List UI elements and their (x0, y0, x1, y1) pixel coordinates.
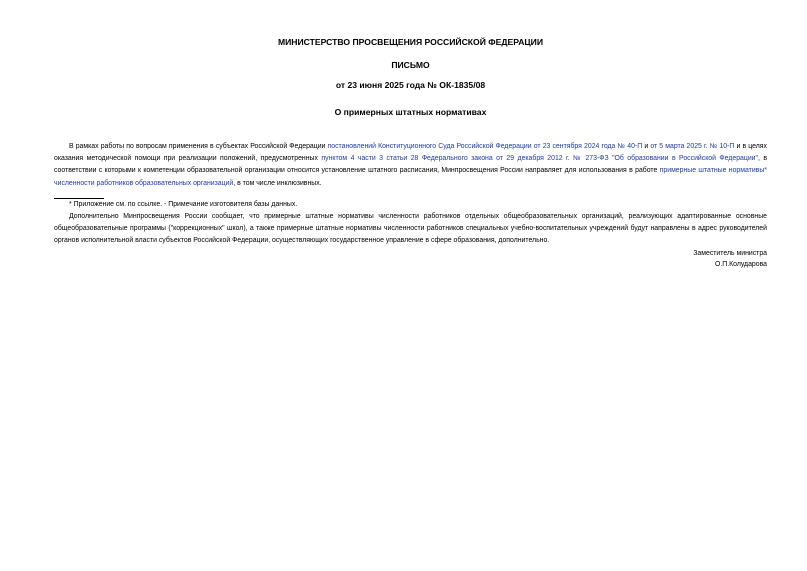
document-subject: О примерных штатных нормативах (334, 107, 487, 117)
signature-name: О.П.Колударова (714, 261, 767, 269)
paragraph-2: Дополнительно Минпросвещения России сообщает, что примерные штатные нормативы численности работников отдельных общеобразовательных организаций, реализующих адаптированные основные общеобразовательные программы ("коррекционных" школ), а также примерные штатные нормативы численности работников специальных учебно-воспитательных учреждений будут направлены в адрес руководителей органов исполнительной власти субъектов Российской Федерации, осуществляющих государственное управление в сфере образования, дополнительно. (54, 213, 767, 245)
link-ruling-10-p[interactable]: от 5 марта 2025 г. № 10-П (650, 143, 735, 150)
link-federal-law-273[interactable]: пунктом 4 части 3 статьи 28 Федерального закона от 29 декабря 2012 г. № 273-ФЗ "Об образовании в Российской Федерации" (321, 155, 758, 163)
paragraph-1-text-5: , в том числе инклюзивных. (233, 179, 322, 187)
link-constitutional-court-rulings[interactable]: постановлений Конституционного Суда Российской Федерации от 23 сентября 2024 года № 40-П (327, 143, 643, 150)
signature-block (54, 248, 767, 272)
paragraph-1-text-3: и в целях оказания методической помощи при реализации положений, предусмотренных (54, 143, 767, 163)
signature-position: Заместитель министра (693, 249, 767, 257)
document-date-number: от 23 июня 2025 года № ОК-1835/08 (335, 80, 486, 90)
paragraph-1 (54, 141, 767, 190)
link-staffing-standards[interactable]: примерные штатные нормативы* численности работников образовательных организаций (54, 167, 767, 187)
footnote: * Приложение см. по ссылке. - Примечание изготовителя базы данных. (69, 200, 298, 208)
ministry-name: МИНИСТЕРСТВО ПРОСВЕЩЕНИЯ РОССИЙСКОЙ ФЕДЕРАЦИИ (277, 37, 544, 47)
document-type: ПИСЬМО (391, 60, 430, 70)
paragraph-1-text-1: В рамках работы по вопросам применения в субъектах Российской Федерации (69, 143, 328, 150)
paragraph-1-text-2: и (642, 143, 651, 150)
paragraph-1-text-4: , в соответствии с которыми к компетенции образовательной организации относится установление штатного расписания, Минпросвещения России направляет для использования в работе (54, 155, 767, 175)
